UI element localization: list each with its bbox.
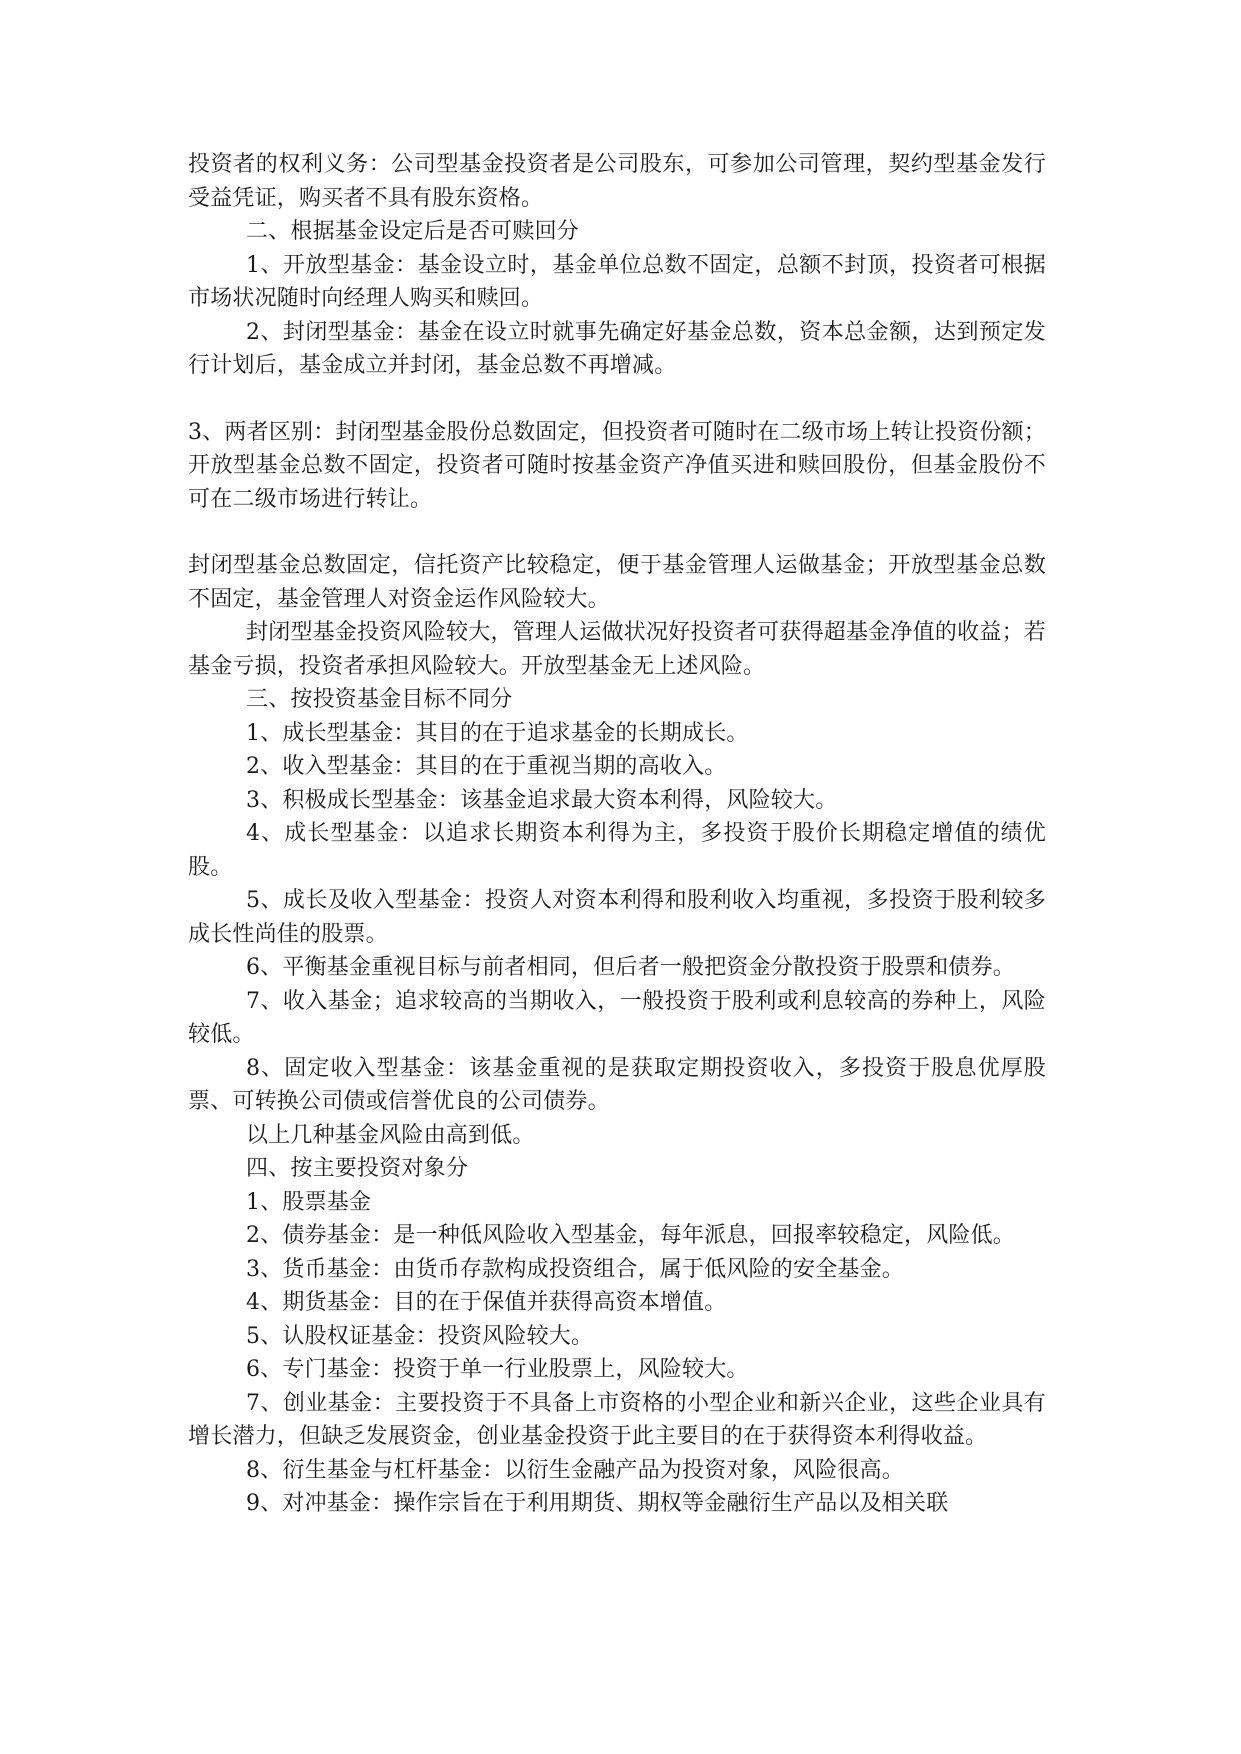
paragraph: 二、根据基金设定后是否可赎回分 (246, 219, 580, 244)
paragraph: 8、衍生基金与杠杆基金：以衍生金融产品为投资对象，风险很高。 (246, 1457, 904, 1483)
paragraph: 四、按主要投资对象分 (246, 1156, 469, 1181)
paragraph: 投资者的权利义务：公司型基金投资者是公司股东，可参加公司管理，契约型基金发行受益凭证，购买者不具有股东资格。 (188, 152, 1046, 211)
paragraph: 封闭型基金总数固定，信托资产比较稳定，便于基金管理人运做基金；开放型基金总数不固定，基金管理人对资金运作风险较大。 (188, 553, 1046, 612)
document-body (188, 148, 1046, 1521)
paragraph: 2、收入型基金：其目的在于重视当期的高收入。 (246, 754, 727, 779)
paragraph: 3、积极成长型基金：该基金追求最大资本利得，风险较大。 (246, 787, 838, 813)
paragraph: 封闭型基金投资风险较大，管理人运做状况好投资者可获得超基金净值的收益；若基金亏损，投资者承担风险较大。开放型基金无上述风险。 (188, 620, 1046, 679)
paragraph: 6、专门基金：投资于单一行业股票上，风险较大。 (246, 1357, 749, 1382)
paragraph: 以上几种基金风险由高到低。 (246, 1122, 535, 1148)
paragraph: 4、期货基金：目的在于保值并获得高资本增值。 (246, 1290, 727, 1315)
paragraph: 1、股票基金 (246, 1189, 372, 1215)
paragraph: 7、创业基金：主要投资于不具备上市资格的小型企业和新兴企业，这些企业具有增长潜力，但缺乏发展资金，创业基金投资于此主要目的在于获得资本利得收益。 (188, 1390, 1046, 1449)
paragraph: 2、债券基金：是一种低风险收入型基金，每年派息，回报率较稳定，风险低。 (246, 1223, 1015, 1248)
paragraph: 5、成长及收入型基金：投资人对资本利得和股利收入均重视，多投资于股利较多成长性尚佳的股票。 (188, 888, 1046, 947)
paragraph: 5、认股权证基金：投资风险较大。 (246, 1323, 594, 1349)
paragraph: 1、开放型基金：基金设立时，基金单位总数不固定，总额不封顶，投资者可根据市场状况随时向经理人购买和赎回。 (188, 252, 1046, 311)
paragraph: 4、成长型基金：以追求长期资本利得为主，多投资于股价长期稳定增值的绩优股。 (188, 821, 1046, 880)
paragraph: 9、对冲基金：操作宗旨在于利用期货、期权等金融衍生产品以及相关联 (246, 1491, 949, 1516)
paragraph: 8、固定收入型基金：该基金重视的是获取定期投资收入，多投资于股息优厚股票、可转换公司债或信誉优良的公司债券。 (188, 1055, 1046, 1114)
paragraph: 三、按投资基金目标不同分 (246, 687, 513, 712)
paragraph: 7、收入基金；追求较高的当期收入，一般投资于股利或利息较高的券种上，风险较低。 (188, 988, 1046, 1047)
paragraph: 6、平衡基金重视目标与前者相同，但后者一般把资金分散投资于股票和债券。 (246, 955, 1015, 980)
paragraph: 1、成长型基金：其目的在于追求基金的长期成长。 (246, 720, 749, 746)
paragraph: 3、货币基金：由货币存款构成投资组合，属于低风险的安全基金。 (246, 1256, 904, 1282)
paragraph: 2、封闭型基金：基金在设立时就事先确定好基金总数，资本总金额，达到预定发行计划后，基金成立并封闭，基金总数不再增减。 (188, 319, 1046, 378)
paragraph: 3、两者区别：封闭型基金股份总数固定，但投资者可随时在二级市场上转让投资份额；开放型基金总数不固定，投资者可随时按基金资产净值买进和赎回股份，但基金股份不可在二级市场进行转让。 (188, 419, 1046, 512)
